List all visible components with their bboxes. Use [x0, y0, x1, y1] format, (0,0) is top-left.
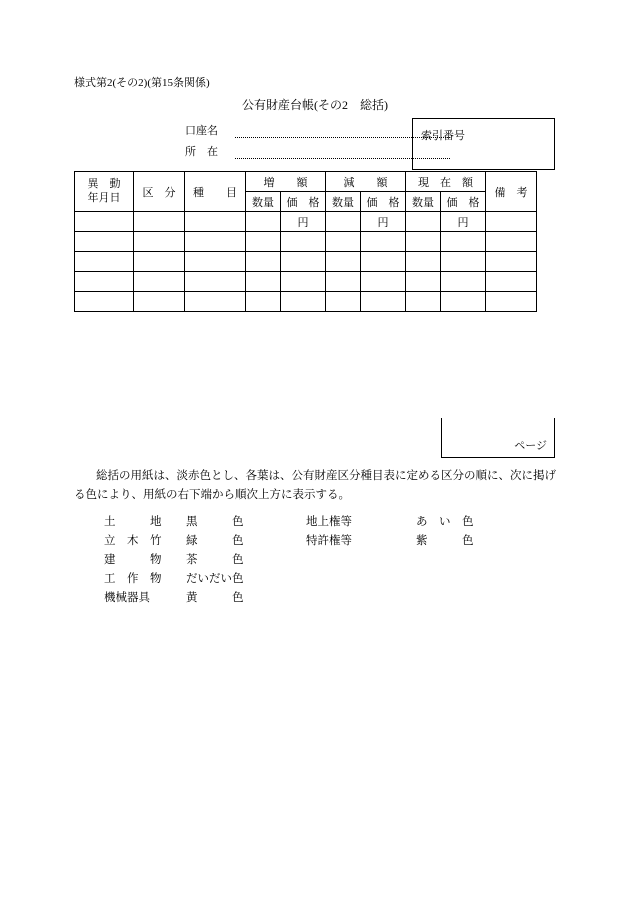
cell-current-price[interactable]	[441, 252, 486, 272]
header-cell-decrease-price: 価 格	[361, 192, 406, 212]
cell-decrease-price[interactable]	[361, 292, 406, 312]
cell-decrease-qty[interactable]	[326, 212, 361, 232]
notes-text: 総括の用紙は、淡赤色とし、各葉は、公有財産区分種目表に定める区分の順に、次に掲げる色により、用紙の右下端から順次上方に表示する。	[74, 470, 556, 501]
notes-paragraph	[74, 467, 556, 505]
color-item-name: 機械器具	[104, 592, 150, 604]
ledger-table	[74, 171, 537, 312]
header-cell-increase: 増 額	[246, 172, 326, 192]
header-change-date-line1: 異 動	[87, 177, 121, 190]
cell-increase-price[interactable]	[281, 292, 326, 312]
cell-decrease-qty[interactable]	[326, 292, 361, 312]
cell-item[interactable]	[185, 232, 246, 252]
cell-increase-qty[interactable]	[246, 212, 281, 232]
cell-increase-price[interactable]	[281, 232, 326, 252]
cell-current-price[interactable]	[441, 232, 486, 252]
cell-change-date[interactable]	[75, 252, 134, 272]
field-account-name	[185, 122, 450, 138]
header-cell-decrease-qty: 数量	[326, 192, 361, 212]
header-cell-decrease: 減 額	[326, 172, 406, 192]
color-assignment-list	[74, 513, 474, 608]
cell-change-date[interactable]	[75, 212, 134, 232]
cell-increase-qty[interactable]	[246, 292, 281, 312]
cell-current-qty[interactable]	[406, 252, 441, 272]
header-cell-increase-price: 価 格	[281, 192, 326, 212]
cell-decrease-qty[interactable]	[326, 232, 361, 252]
form-number: 様式第2(その2)(第15条関係)	[74, 77, 210, 89]
header-cell-item: 種 目	[185, 172, 246, 212]
cell-current-qty[interactable]	[406, 272, 441, 292]
cell-decrease-price[interactable]: 円	[361, 212, 406, 232]
cell-change-date[interactable]	[75, 232, 134, 252]
cell-item[interactable]	[185, 252, 246, 272]
cell-decrease-price[interactable]	[361, 252, 406, 272]
cell-item[interactable]	[185, 292, 246, 312]
color-item-value: あ い 色	[416, 516, 474, 528]
table-row[interactable]	[75, 232, 537, 252]
cell-increase-qty[interactable]	[246, 232, 281, 252]
list-item	[74, 589, 474, 608]
cell-current-qty[interactable]	[406, 212, 441, 232]
color-item-name: 土 地	[104, 516, 162, 528]
cell-increase-price[interactable]	[281, 272, 326, 292]
field-location-label: 所 在	[185, 146, 218, 158]
color-item-value: 緑 色	[186, 535, 244, 547]
table-row[interactable]	[75, 272, 537, 292]
cell-item[interactable]	[185, 272, 246, 292]
color-item-value: 茶 色	[186, 554, 244, 566]
header-cell-current-price: 価 格	[441, 192, 486, 212]
color-item-name: 地上権等	[306, 516, 352, 528]
page-title: 公有財産台帳(その2 総括)	[242, 98, 388, 112]
index-number-label: 索引番号	[421, 130, 465, 142]
color-item-name: 工 作 物	[104, 573, 162, 585]
color-item-name: 特許権等	[306, 535, 352, 547]
color-item-name: 建 物	[104, 554, 162, 566]
cell-increase-price[interactable]	[281, 252, 326, 272]
index-number-box	[412, 118, 555, 170]
header-change-date-line2: 年月日	[87, 191, 121, 204]
list-item	[74, 551, 474, 570]
cell-increase-qty[interactable]	[246, 252, 281, 272]
table-row[interactable]	[75, 252, 537, 272]
cell-remarks[interactable]	[486, 212, 537, 232]
cell-decrease-qty[interactable]	[326, 272, 361, 292]
cell-increase-price[interactable]: 円	[281, 212, 326, 232]
field-location	[185, 143, 450, 159]
cell-remarks[interactable]	[486, 232, 537, 252]
cell-remarks[interactable]	[486, 292, 537, 312]
header-cell-increase-qty: 数量	[246, 192, 281, 212]
field-account-name-label: 口座名	[185, 125, 218, 137]
cell-remarks[interactable]	[486, 272, 537, 292]
cell-category[interactable]	[134, 212, 185, 232]
cell-current-price[interactable]	[441, 272, 486, 292]
list-item	[74, 532, 474, 551]
color-item-value: 黄 色	[186, 592, 244, 604]
cell-category[interactable]	[134, 272, 185, 292]
page-number-box	[441, 418, 555, 458]
table-row[interactable]	[75, 212, 537, 232]
header-cell-current-qty: 数量	[406, 192, 441, 212]
table-row[interactable]	[75, 292, 537, 312]
table-header-row-main	[75, 172, 537, 192]
cell-remarks[interactable]	[486, 252, 537, 272]
cell-category[interactable]	[134, 252, 185, 272]
cell-current-qty[interactable]	[406, 232, 441, 252]
cell-change-date[interactable]	[75, 292, 134, 312]
cell-current-price[interactable]: 円	[441, 212, 486, 232]
header-cell-change-date	[75, 172, 134, 212]
color-item-name: 立 木 竹	[104, 535, 162, 547]
page-number-label: ページ	[514, 440, 547, 452]
color-item-value: 黒 色	[186, 516, 244, 528]
color-item-value: だいだい色	[186, 573, 244, 585]
cell-item[interactable]	[185, 212, 246, 232]
list-item	[74, 513, 474, 532]
cell-decrease-price[interactable]	[361, 272, 406, 292]
header-cell-remarks: 備 考	[486, 172, 537, 212]
list-item	[74, 570, 474, 589]
cell-increase-qty[interactable]	[246, 272, 281, 292]
header-cell-category: 区 分	[134, 172, 185, 212]
cell-change-date[interactable]	[75, 272, 134, 292]
cell-current-price[interactable]	[441, 292, 486, 312]
cell-category[interactable]	[134, 292, 185, 312]
cell-decrease-qty[interactable]	[326, 252, 361, 272]
cell-category[interactable]	[134, 232, 185, 252]
cell-decrease-price[interactable]	[361, 232, 406, 252]
color-item-value: 紫 色	[416, 535, 474, 547]
header-cell-current: 現 在 額	[406, 172, 486, 192]
cell-current-qty[interactable]	[406, 292, 441, 312]
